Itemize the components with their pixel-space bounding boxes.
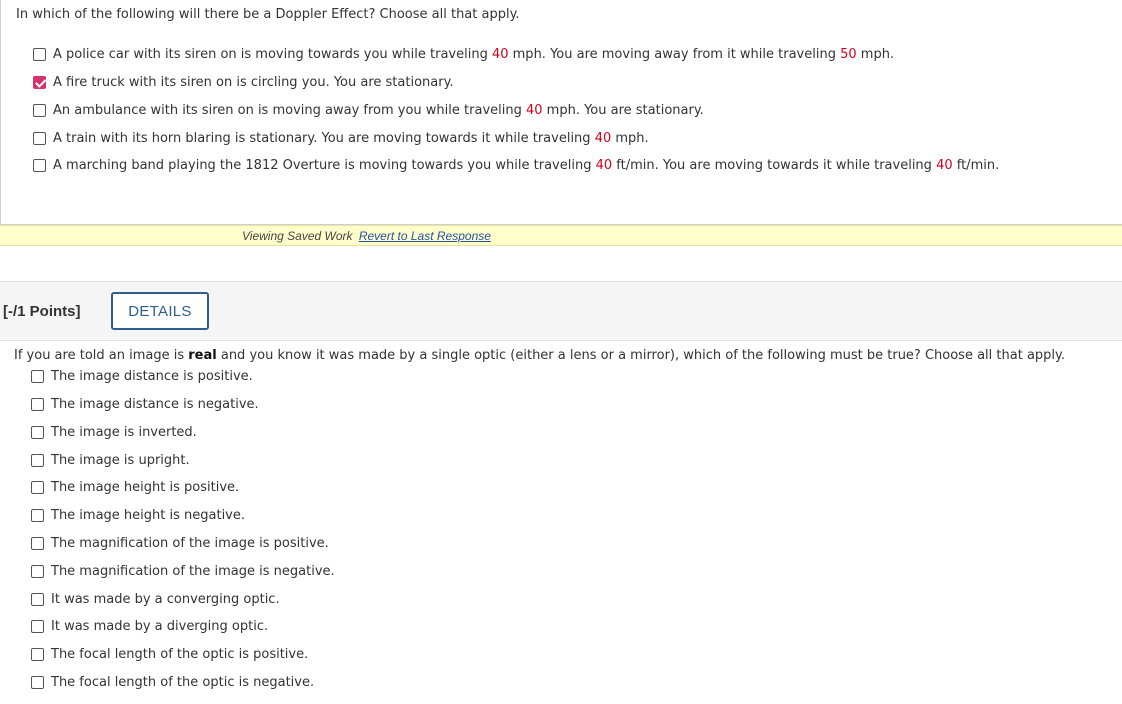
q2-option-6-label: The image height is negative. xyxy=(51,507,246,523)
saved-work-bar xyxy=(0,225,1122,246)
q2-option-3[interactable] xyxy=(31,424,197,440)
q1-option-3-checkbox[interactable] xyxy=(33,104,46,117)
q1-option-4[interactable] xyxy=(33,130,649,146)
q2-option-9-checkbox[interactable] xyxy=(31,593,44,606)
q1-option-5[interactable] xyxy=(33,157,999,173)
q2-option-12-checkbox[interactable] xyxy=(31,676,44,689)
saved-work-notice xyxy=(242,229,491,243)
saved-work-text: Viewing Saved Work xyxy=(242,229,353,243)
q2-option-7-label: The magnification of the image is positive. xyxy=(51,535,329,551)
q1-option-2-label: A fire truck with its siren on is circling you. You are stationary. xyxy=(53,74,454,90)
q2-option-11-checkbox[interactable] xyxy=(31,648,44,661)
question-1-panel xyxy=(0,0,1122,225)
question-2-header xyxy=(0,281,1122,341)
revert-to-last-response-link[interactable]: Revert to Last Response xyxy=(358,229,491,243)
q2-option-5-checkbox[interactable] xyxy=(31,481,44,494)
q2-option-10-label: It was made by a diverging optic. xyxy=(51,618,269,634)
details-button[interactable]: DETAILS xyxy=(111,292,209,330)
q2-option-7-checkbox[interactable] xyxy=(31,537,44,550)
q2-option-1-checkbox[interactable] xyxy=(31,370,44,383)
q2-option-9[interactable] xyxy=(31,591,280,607)
q2-option-1-label: The image distance is positive. xyxy=(51,368,253,384)
q2-option-12[interactable] xyxy=(31,674,314,690)
q2-option-10[interactable] xyxy=(31,618,268,634)
question-2-prompt: If you are told an image is real and you know it was made by a single optic (either a lens or a mirror), which of the following must be true? Choose all that apply. xyxy=(14,348,1065,363)
q2-option-1[interactable] xyxy=(31,368,253,384)
q1-option-4-label: A train with its horn blaring is stationary. You are moving towards it while traveling 40 mph. xyxy=(53,130,649,146)
q2-option-2-label: The image distance is negative. xyxy=(51,396,259,412)
q2-option-6[interactable] xyxy=(31,507,245,523)
q2-option-5[interactable] xyxy=(31,479,239,495)
q1-option-5-checkbox[interactable] xyxy=(33,159,46,172)
q2-option-2-checkbox[interactable] xyxy=(31,398,44,411)
q2-option-8-checkbox[interactable] xyxy=(31,565,44,578)
q2-option-4-label: The image is upright. xyxy=(51,452,190,468)
q2-option-5-label: The image height is positive. xyxy=(51,479,240,495)
q2-option-4[interactable] xyxy=(31,452,190,468)
q1-option-1[interactable] xyxy=(33,46,894,62)
q1-option-1-checkbox[interactable] xyxy=(33,48,46,61)
q2-option-3-checkbox[interactable] xyxy=(31,426,44,439)
q2-option-2[interactable] xyxy=(31,396,259,412)
q2-option-7[interactable] xyxy=(31,535,329,551)
q2-option-12-label: The focal length of the optic is negative. xyxy=(51,674,315,690)
q2-option-8[interactable] xyxy=(31,563,335,579)
q1-option-1-label: A police car with its siren on is moving towards you while traveling 40 mph. You are moving away from it while traveling 50 mph. xyxy=(53,46,895,62)
q2-option-11-label: The focal length of the optic is positive. xyxy=(51,646,309,662)
q2-option-3-label: The image is inverted. xyxy=(51,424,197,440)
question-1-prompt: In which of the following will there be a Doppler Effect? Choose all that apply. xyxy=(16,7,520,22)
q2-option-10-checkbox[interactable] xyxy=(31,620,44,633)
q1-option-2[interactable] xyxy=(33,74,454,90)
q2-option-9-label: It was made by a converging optic. xyxy=(51,591,280,607)
points-label: [-/1 Points] xyxy=(3,303,81,320)
q1-option-2-checkbox[interactable] xyxy=(33,76,46,89)
q1-option-3-label: An ambulance with its siren on is moving away from you while traveling 40 mph. You are stationary. xyxy=(53,102,704,118)
q2-option-6-checkbox[interactable] xyxy=(31,509,44,522)
q1-option-4-checkbox[interactable] xyxy=(33,132,46,145)
q1-option-5-label: A marching band playing the 1812 Overture is moving towards you while traveling 40 ft/min. You are moving towards it while traveling 40 ft/min. xyxy=(53,157,1000,173)
q2-option-4-checkbox[interactable] xyxy=(31,454,44,467)
q1-option-3[interactable] xyxy=(33,102,704,118)
q2-option-11[interactable] xyxy=(31,646,308,662)
q2-option-8-label: The magnification of the image is negative. xyxy=(51,563,335,579)
